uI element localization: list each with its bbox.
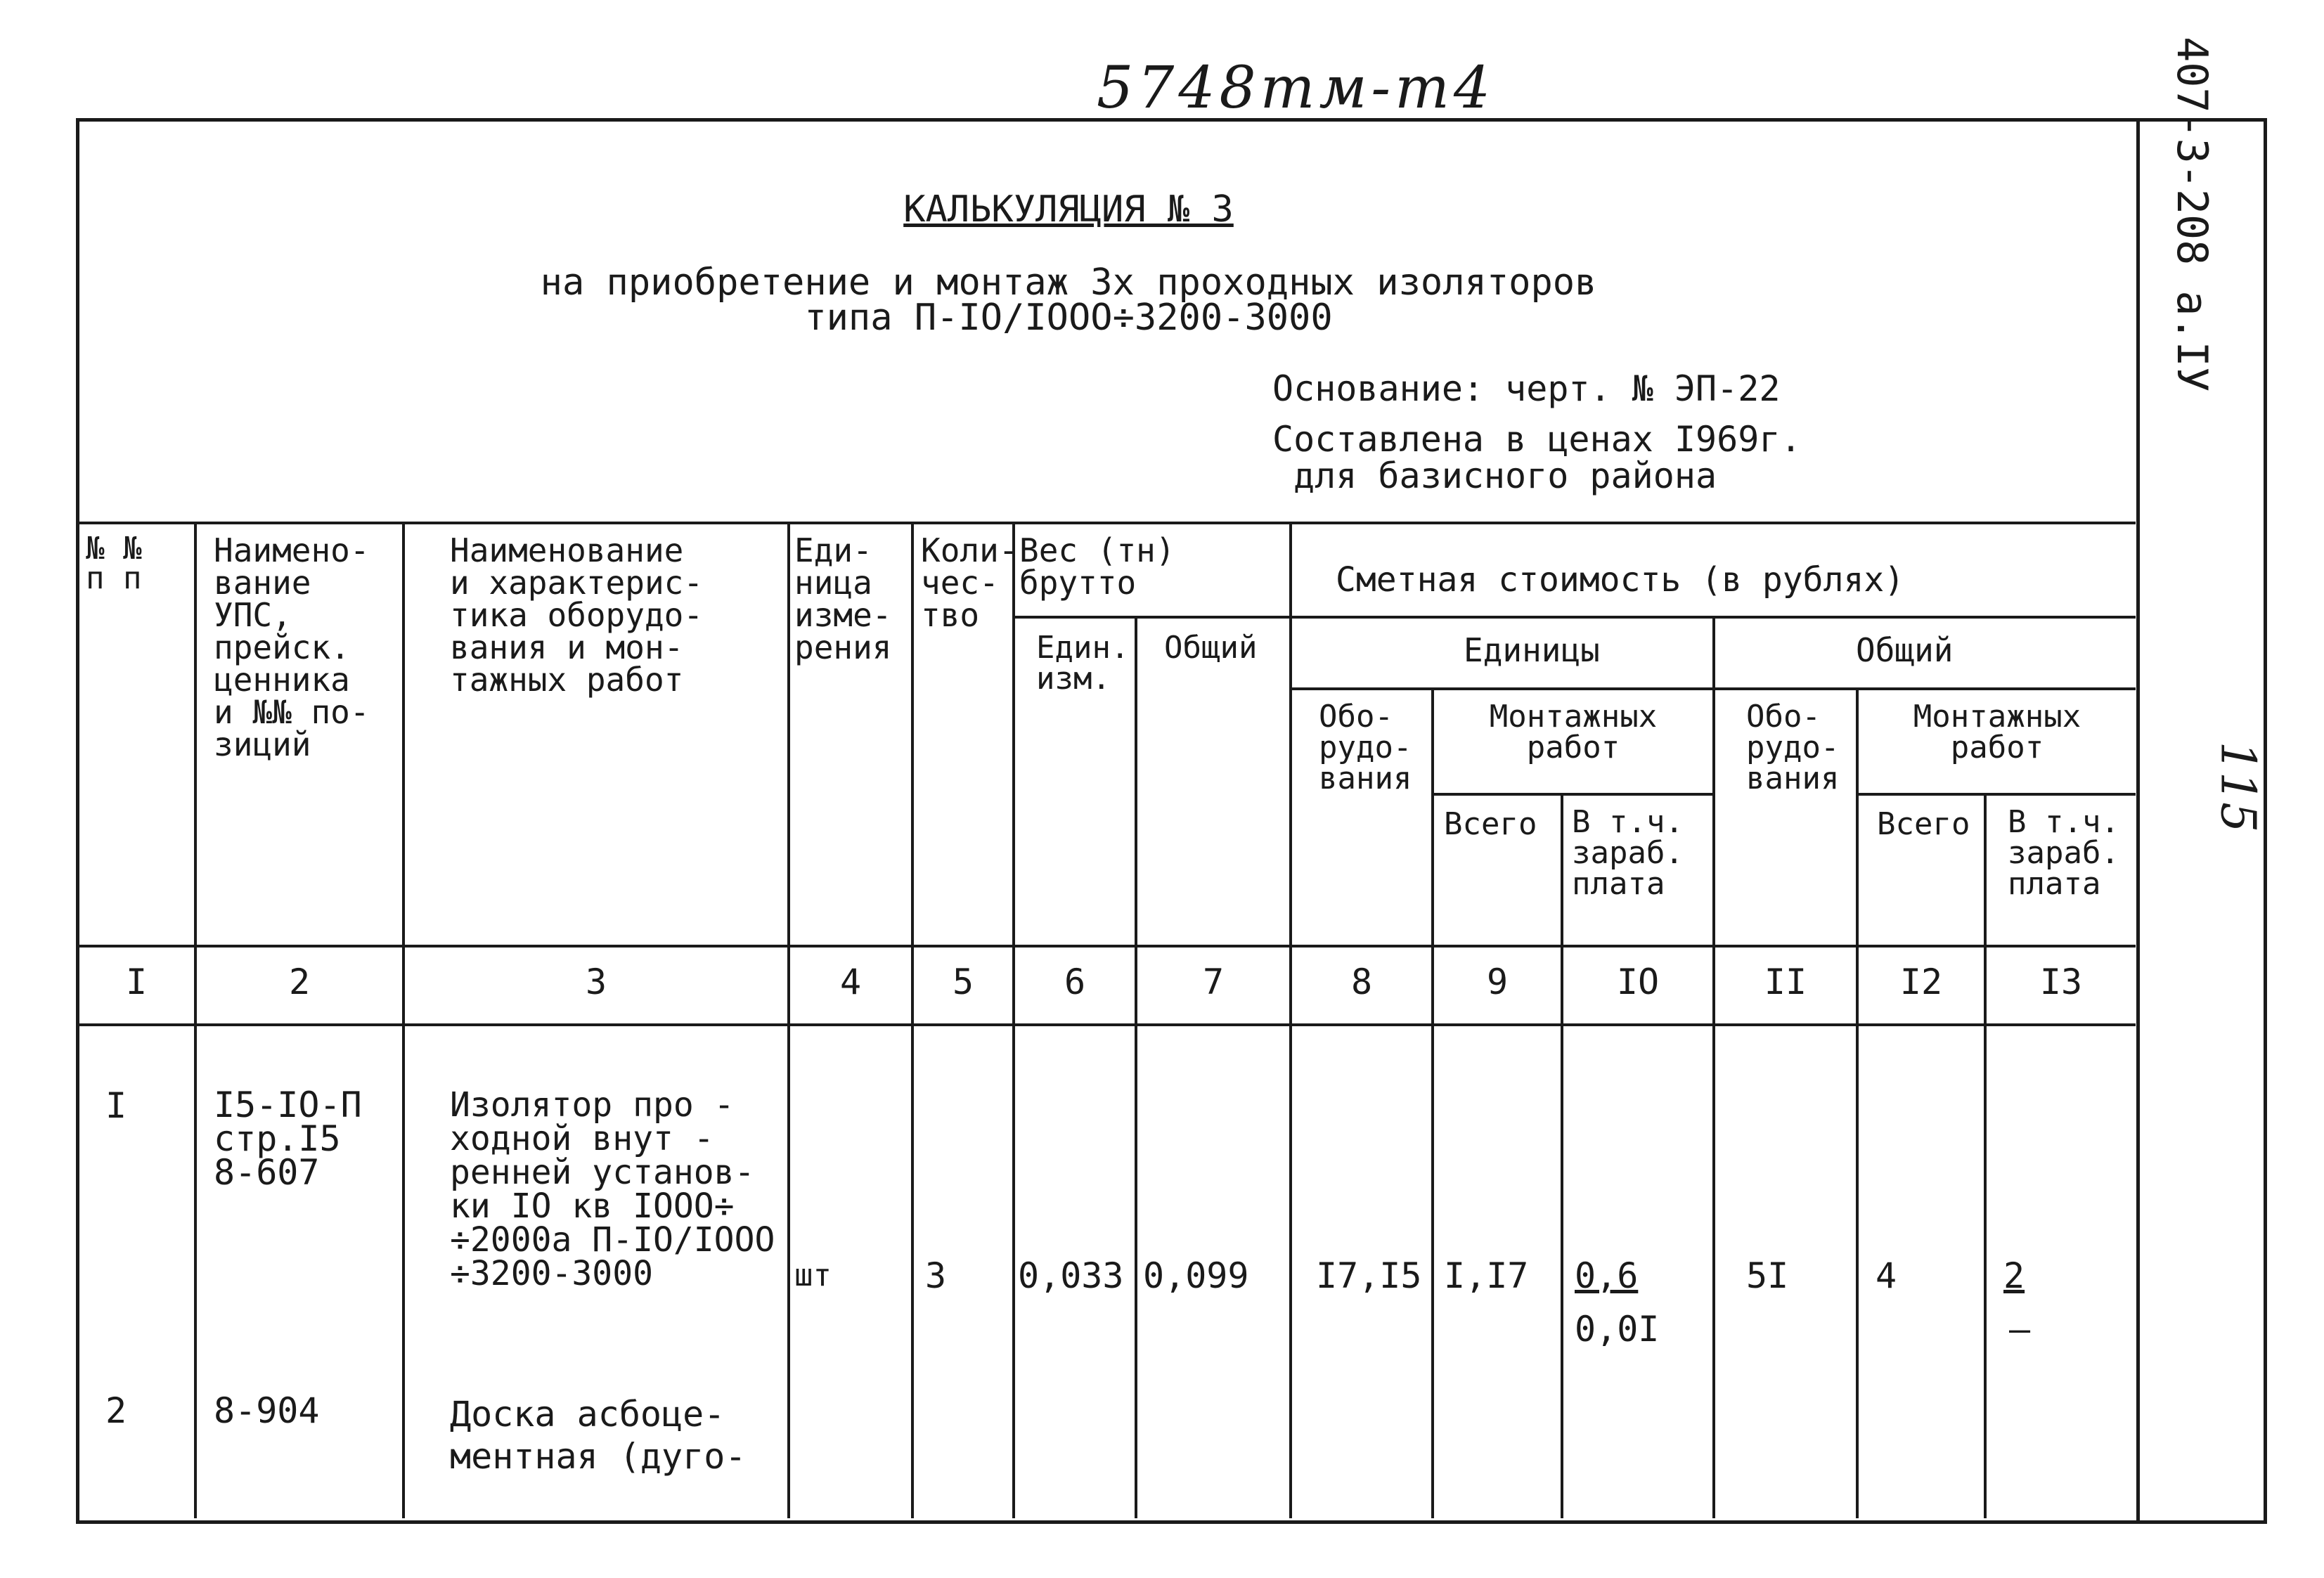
row1-unit: шт (794, 1257, 832, 1293)
line-weight-sub (1012, 616, 1289, 619)
vline-12 (1856, 687, 1859, 1518)
basis-note: Основание: черт. № ЭП-22 (1272, 368, 1781, 409)
row1-code: I5-IO-П стр.I5 8-607 (214, 1085, 362, 1193)
row1-qty: 3 (925, 1255, 947, 1296)
side-code: 407-3-208 а.IУ (2167, 37, 2216, 392)
row1-weight-unit: 0,033 (1018, 1255, 1124, 1296)
header-weight-unit: Един. изм. (1036, 630, 1130, 697)
colnum-13: I3 (2039, 962, 2083, 1002)
header-equipment-total: Обо- рудо- вания (1746, 699, 1840, 796)
colnum-11: II (1764, 962, 1807, 1002)
table-top-line (79, 522, 2136, 524)
prices-note-1: Составлена в ценах I969г. (1272, 419, 1802, 460)
header-all-total: Всего (1877, 806, 1970, 842)
colnum-12: I2 (1899, 962, 1943, 1002)
header-weight-total: Общий (1164, 630, 1258, 666)
header-cost: Сметная стоимость (в рублях) (1336, 560, 1905, 600)
line-numbers-bottom (79, 1023, 2136, 1026)
header-col1: № № п п (86, 531, 142, 596)
vline-13 (1984, 793, 1987, 1518)
header-col4: Еди- ница изме- рения (794, 531, 892, 666)
row2-code: 8-904 (214, 1390, 320, 1431)
vline-11 (1712, 616, 1715, 1518)
row1-cost-mount-all: I,I7 (1444, 1255, 1529, 1296)
row1-total-mount-all: 4 (1876, 1255, 1897, 1296)
row1-cost-wages: 0,6 (1575, 1255, 1639, 1296)
header-col3: Наименование и характерис- тика оборудо- вания и мон- тажных работ (450, 531, 704, 699)
header-col2: Наимено- вание УПС, прейск. ценника и №№ по- зиций (214, 531, 370, 763)
colnum-1: I (125, 962, 148, 1002)
doc-subtitle-2: типа П-IO/IOOO÷3200-3000 (804, 297, 1333, 339)
page-number: 115 (2209, 741, 2266, 833)
row1-weight-total: 0,099 (1143, 1255, 1249, 1296)
handwritten-code: 5748тм-т4 (1097, 55, 1495, 122)
doc-title: КАЛЬКУЛЯЦИЯ № 3 (903, 188, 1234, 231)
header-mount-total: Монтажных работ (1913, 699, 2081, 765)
header-mount-unit: Монтажных работ (1489, 699, 1658, 765)
row1-cost-wages-sub: 0,0I (1575, 1309, 1660, 1350)
line-numbers-top (79, 945, 2136, 948)
row1-name: Изолятор про - ходной внут - ренней установ- ки IO кв IOOO÷ ÷2000а П-IO/IOOO ÷3200-3000 (450, 1085, 775, 1293)
row2-number: 2 (105, 1390, 127, 1431)
line-mount-sub-1 (1434, 793, 1712, 796)
prices-note-2: для базисного района (1293, 455, 1717, 496)
vline-8 (1289, 522, 1292, 1518)
row1-cost-equipment: I7,I5 (1316, 1255, 1422, 1296)
vline-7 (1135, 616, 1137, 1518)
header-equipment-unit: Обо- рудо- вания (1319, 699, 1412, 796)
vline-10 (1561, 793, 1563, 1518)
row1-total-wages: 2 (2003, 1255, 2025, 1296)
header-wages-total: В т.ч. зараб. плата (2008, 804, 2119, 902)
header-unit: Единицы (1464, 631, 1600, 669)
row1-total-wages-sub: – (2009, 1309, 2031, 1350)
colnum-10: IO (1616, 962, 1660, 1002)
header-total: Общий (1856, 631, 1954, 669)
colnum-7: 7 (1202, 962, 1225, 1002)
vline-5 (911, 522, 914, 1518)
row1-number: I (105, 1085, 127, 1126)
header-col5: Коли- чес- тво (921, 531, 1019, 634)
row2-name: Доска асбоце- ментная (дуго- (450, 1394, 747, 1477)
vline-2 (194, 522, 197, 1518)
header-weight: Вес (тн) брутто (1019, 531, 1175, 602)
colnum-6: 6 (1064, 962, 1086, 1002)
vline-3 (402, 522, 405, 1518)
vline-9 (1431, 687, 1434, 1518)
line-mount-sub-2 (1856, 793, 2136, 796)
header-wages-unit: В т.ч. зараб. плата (1572, 804, 1684, 902)
colnum-3: 3 (585, 962, 607, 1002)
colnum-4: 4 (839, 962, 862, 1002)
row1-total-equipment: 5I (1746, 1255, 1789, 1296)
colnum-8: 8 (1350, 962, 1373, 1002)
colnum-5: 5 (952, 962, 974, 1002)
header-all-unit: Всего (1444, 806, 1537, 842)
doc-subtitle-1: на приобретение и монтаж 3х проходных изоляторов (540, 261, 1597, 304)
vline-6 (1012, 522, 1015, 1518)
colnum-2: 2 (288, 962, 311, 1002)
vline-4 (787, 522, 790, 1518)
colnum-9: 9 (1486, 962, 1509, 1002)
